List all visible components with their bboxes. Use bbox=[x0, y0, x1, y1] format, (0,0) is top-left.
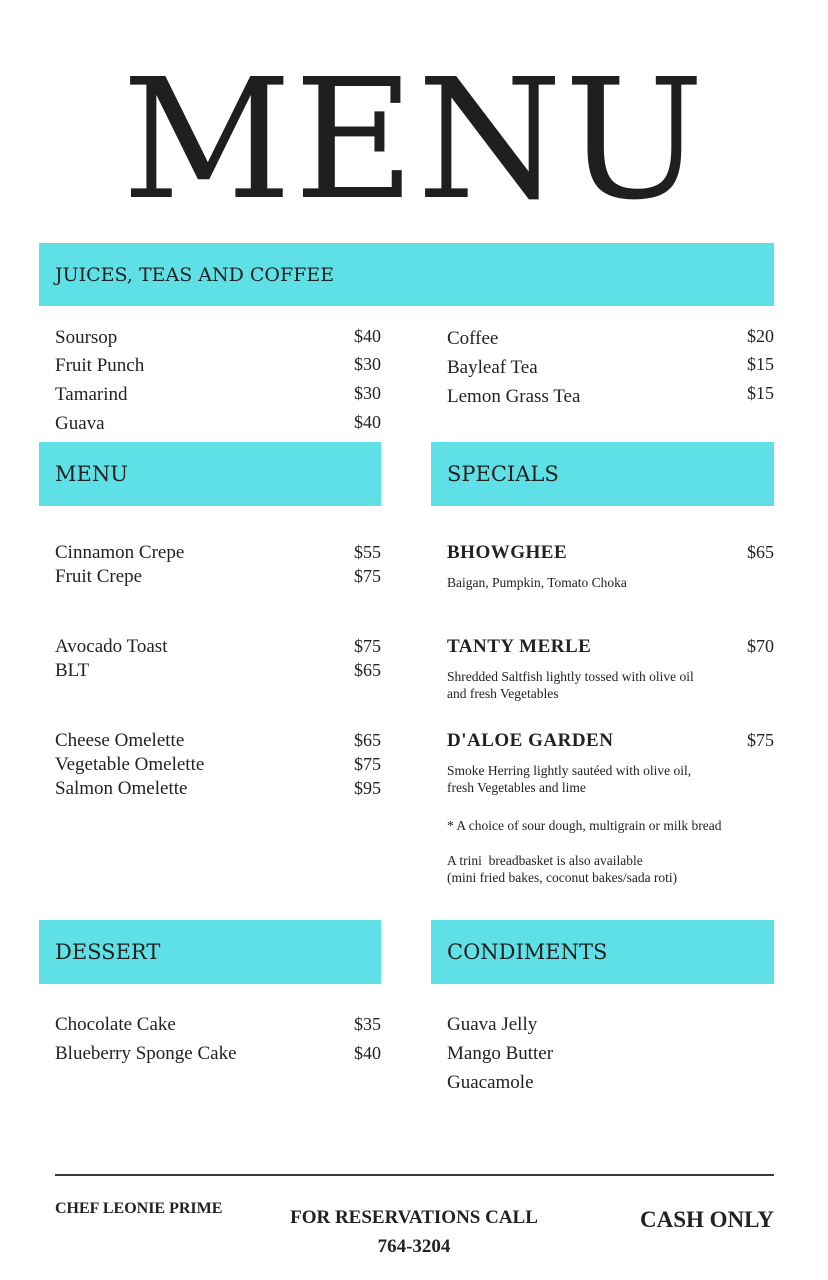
breadbasket-note: (mini fried bakes, coconut bakes/sada roti) bbox=[447, 870, 678, 885]
juice-item: Tamarind bbox=[55, 384, 128, 405]
drink-price: $20 bbox=[747, 326, 774, 346]
reservations-phone: 764-3204 bbox=[377, 1236, 451, 1257]
special-price: $65 bbox=[747, 542, 774, 562]
juice-item: Soursop bbox=[55, 327, 118, 348]
juice-item: Guava bbox=[55, 413, 105, 434]
menu-item: Cinnamon Crepe bbox=[55, 542, 185, 563]
dessert-item: Chocolate Cake bbox=[55, 1014, 176, 1035]
menu-item: Vegetable Omelette bbox=[55, 754, 205, 775]
special-desc: Smoke Herring lightly sautéed with olive oil, bbox=[447, 763, 692, 778]
special-desc: Shredded Saltfish lightly tossed with olive oil bbox=[447, 669, 694, 684]
condiment-item: Guava Jelly bbox=[447, 1014, 538, 1035]
dessert-price: $40 bbox=[354, 1043, 381, 1063]
condiment-item: Mango Butter bbox=[447, 1043, 554, 1064]
special-price: $75 bbox=[747, 730, 774, 750]
special-desc: Baigan, Pumpkin, Tomato Choka bbox=[447, 575, 627, 590]
juice-price: $40 bbox=[354, 326, 381, 346]
menu-price: $75 bbox=[354, 754, 381, 774]
menu-price: $75 bbox=[354, 566, 381, 586]
menu-item: Avocado Toast bbox=[55, 636, 168, 657]
special-desc: fresh Vegetables and lime bbox=[447, 780, 586, 795]
menu-title: MENU bbox=[121, 44, 707, 237]
section-band-menu bbox=[39, 442, 381, 506]
section-band-specials bbox=[431, 442, 774, 506]
menu-price: $75 bbox=[354, 636, 381, 656]
cash-only: CASH ONLY bbox=[640, 1207, 774, 1232]
drink-item: Bayleaf Tea bbox=[447, 357, 538, 378]
section-band-condiments bbox=[431, 920, 774, 984]
juice-price: $30 bbox=[354, 383, 381, 403]
bread-choice-note: * A choice of sour dough, multigrain or milk bread bbox=[447, 818, 722, 833]
menu-price: $65 bbox=[354, 660, 381, 680]
section-heading-menu: MENU bbox=[55, 462, 128, 486]
menu-item: Salmon Omelette bbox=[55, 778, 188, 799]
section-heading-condiments: CONDIMENTS bbox=[447, 940, 608, 964]
special-name: TANTY MERLE bbox=[447, 636, 592, 657]
section-heading-dessert: DESSERT bbox=[55, 940, 161, 964]
breadbasket-note: A trini breadbasket is also available bbox=[447, 853, 643, 868]
special-desc: and fresh Vegetables bbox=[447, 686, 559, 701]
section-heading-juices: JUICES, TEAS AND COFFEE bbox=[55, 263, 335, 286]
footer-divider bbox=[55, 1174, 774, 1176]
chef-name: CHEF LEONIE PRIME bbox=[55, 1200, 223, 1217]
special-name: D'ALOE GARDEN bbox=[447, 730, 614, 751]
drink-price: $15 bbox=[747, 383, 774, 403]
dessert-item: Blueberry Sponge Cake bbox=[55, 1043, 237, 1064]
reservations-label: FOR RESERVATIONS CALL bbox=[290, 1207, 538, 1228]
drink-item: Coffee bbox=[447, 328, 499, 349]
section-heading-specials: SPECIALS bbox=[447, 462, 559, 486]
drink-price: $15 bbox=[747, 354, 774, 374]
section-band-dessert bbox=[39, 920, 381, 984]
dessert-price: $35 bbox=[354, 1014, 381, 1034]
juice-price: $40 bbox=[354, 412, 381, 432]
menu-item: BLT bbox=[55, 660, 90, 681]
juice-item: Fruit Punch bbox=[55, 355, 145, 376]
special-name: BHOWGHEE bbox=[447, 542, 568, 563]
menu-price: $55 bbox=[354, 542, 381, 562]
drink-item: Lemon Grass Tea bbox=[447, 386, 581, 407]
menu-item: Fruit Crepe bbox=[55, 566, 143, 587]
special-price: $70 bbox=[747, 636, 774, 656]
menu-item: Cheese Omelette bbox=[55, 730, 185, 751]
menu-price: $65 bbox=[354, 730, 381, 750]
menu-price: $95 bbox=[354, 778, 381, 798]
condiment-item: Guacamole bbox=[447, 1072, 534, 1093]
juice-price: $30 bbox=[354, 354, 381, 374]
section-band-juices bbox=[39, 243, 774, 306]
